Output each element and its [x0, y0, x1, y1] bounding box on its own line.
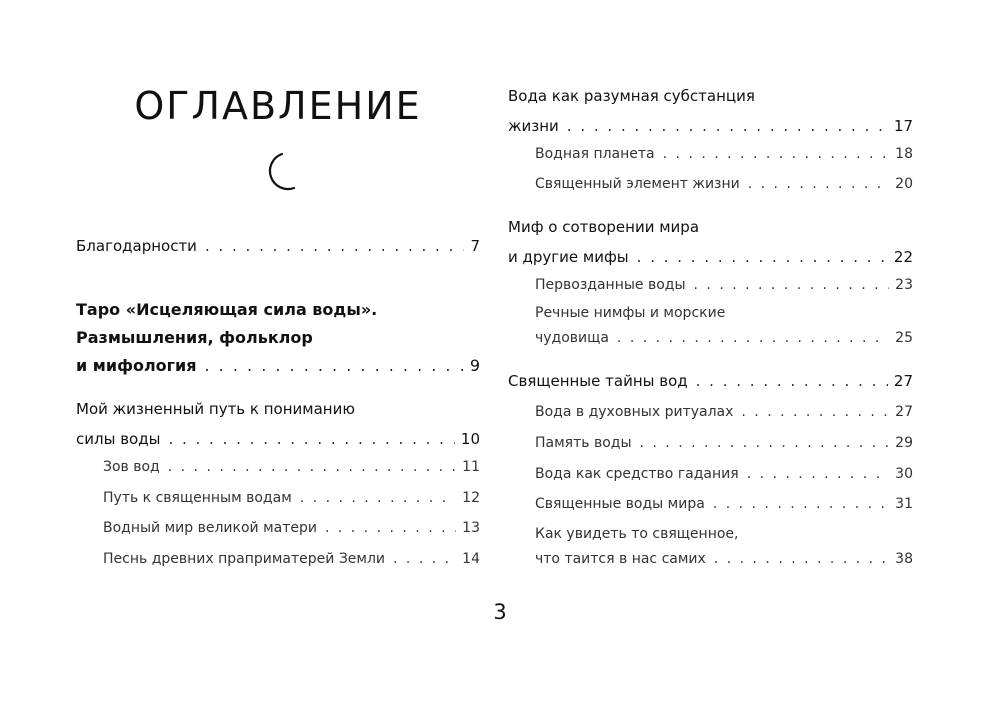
toc-subentry-label: Речные нимфы и морские: [535, 305, 726, 321]
toc-subentry[interactable]: [508, 428, 913, 458]
toc-subentry[interactable]: [508, 301, 913, 351]
dot-leader: [168, 452, 456, 482]
toc-subentry-label: Водная планета: [535, 146, 655, 162]
toc-subentry-label: чудовища: [535, 330, 609, 346]
toc-subentry-label: что таится в нас самих: [535, 551, 706, 567]
dot-leader: [205, 231, 465, 261]
toc-subentry-label: Священные воды мира: [535, 496, 705, 512]
toc-subentry[interactable]: [508, 139, 913, 169]
dot-leader: [567, 111, 888, 141]
toc-subentry-label: Первозданные воды: [535, 277, 686, 293]
toc-section-life-path[interactable]: [76, 394, 480, 454]
toc-subentry[interactable]: [76, 544, 480, 574]
toc-page-number: 29: [895, 435, 913, 451]
toc-subentry-label: Память воды: [535, 435, 632, 451]
toc-subentry-label: Как увидеть то священное,: [535, 526, 739, 542]
toc-section-title-line: Размышления, фольклор: [76, 328, 313, 347]
toc-page-number: 12: [462, 490, 480, 506]
toc-subentry-label: Зов вод: [103, 459, 160, 475]
toc-section-title-line: Миф о сотворении мира: [508, 218, 700, 236]
toc-subentry-label: Песнь древних праприматерей Земли: [103, 551, 386, 567]
toc-section-water-substance[interactable]: [508, 81, 913, 141]
toc-subentry-label: Вода в духовных ритуалах: [535, 404, 734, 420]
dot-leader: [637, 242, 888, 272]
toc-section-title-line: и мифология: [76, 356, 197, 375]
toc-subentry-label: Священный элемент жизни: [535, 176, 740, 192]
toc-section-title-line: Вода как разумная субстанция: [508, 87, 755, 105]
toc-entry-acknowledgements[interactable]: [76, 231, 480, 261]
toc-entry-label: Благодарности: [76, 237, 197, 255]
toc-page-number: 17: [893, 117, 913, 135]
toc-subentry[interactable]: [76, 483, 480, 513]
dot-leader: [714, 546, 889, 572]
toc-subentry[interactable]: [508, 459, 913, 489]
dot-leader: [663, 139, 890, 169]
toc-page-number: 27: [895, 404, 913, 420]
toc-page-number: 9: [469, 356, 480, 375]
toc-page-number: 20: [895, 176, 913, 192]
toc-section-title-line: Мой жизненный путь к пониманию: [76, 400, 355, 418]
toc-section-title-line: жизни: [508, 117, 559, 135]
dot-leader: [300, 483, 456, 513]
toc-page-number: 23: [895, 277, 913, 293]
toc-subentry[interactable]: [508, 522, 913, 572]
dot-leader: [713, 489, 889, 519]
dot-leader: [748, 169, 889, 199]
dot-leader: [205, 352, 464, 380]
toc-right-column: [508, 0, 913, 703]
toc-section-sacred-mysteries[interactable]: [508, 366, 913, 396]
toc-section-title-line: Священные тайны вод: [508, 372, 688, 390]
toc-section-tarot[interactable]: [76, 296, 480, 380]
toc-section-title-line: Таро «Исцеляющая сила воды».: [76, 300, 378, 319]
toc-subentry-label: Водный мир великой матери: [103, 520, 317, 536]
toc-page-number: 14: [462, 551, 480, 567]
toc-page-number: 27: [893, 372, 913, 390]
toc-page-number: 31: [895, 496, 913, 512]
toc-page-number: 38: [895, 551, 913, 567]
dot-leader: [694, 270, 890, 300]
toc-section-creation-myth[interactable]: [508, 212, 913, 272]
dot-leader: [168, 424, 454, 454]
toc-page-number: 30: [895, 466, 913, 482]
toc-subentry[interactable]: [508, 169, 913, 199]
page-number: 3: [493, 600, 507, 624]
toc-page-number: 25: [895, 330, 913, 346]
toc-subentry-label: Путь к священным водам: [103, 490, 292, 506]
dot-leader: [640, 428, 890, 458]
toc-subentry[interactable]: [76, 513, 480, 543]
dot-leader: [741, 397, 889, 427]
toc-subentry[interactable]: [508, 270, 913, 300]
toc-subentry[interactable]: [508, 397, 913, 427]
dot-leader: [617, 325, 889, 351]
toc-subentry[interactable]: [76, 452, 480, 482]
toc-subentry[interactable]: [508, 489, 913, 519]
toc-section-title-line: силы воды: [76, 430, 161, 448]
toc-left-column: [76, 0, 480, 703]
page-title: ОГЛАВЛЕНИЕ: [134, 84, 422, 128]
dot-leader: [325, 513, 456, 543]
toc-page-number: 22: [893, 248, 913, 266]
toc-page-number: 7: [470, 237, 480, 255]
dot-leader: [696, 366, 888, 396]
toc-section-title-line: и другие мифы: [508, 248, 629, 266]
toc-page-number: 13: [462, 520, 480, 536]
toc-page-number: 11: [462, 459, 480, 475]
dot-leader: [747, 459, 889, 489]
dot-leader: [393, 544, 456, 574]
toc-subentry-label: Вода как средство гадания: [535, 466, 739, 482]
toc-page-number: 18: [895, 146, 913, 162]
toc-page-number: 10: [460, 430, 480, 448]
